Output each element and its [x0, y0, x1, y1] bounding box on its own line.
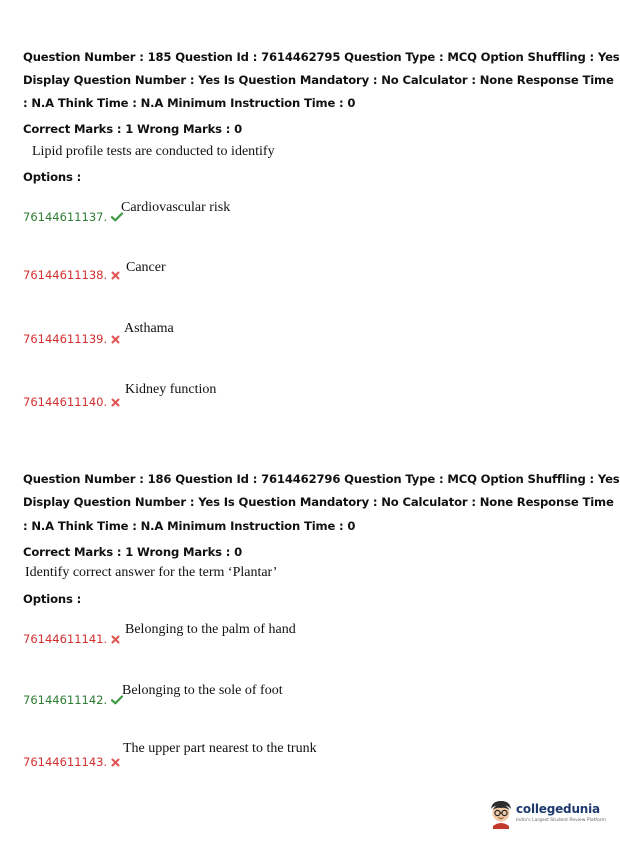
brand-tagline: India's Largest Student Review Platform — [516, 818, 606, 823]
option-row — [23, 206, 123, 226]
collegedunia-logo — [488, 799, 606, 831]
question-text: Identify correct answer for the term ‘Plantar’ — [25, 565, 278, 580]
cross-icon — [111, 629, 120, 648]
option-id: 76144611142. — [23, 693, 108, 707]
option-row — [23, 751, 120, 771]
cross-icon — [111, 752, 120, 771]
option-text: Belonging to the sole of foot — [122, 683, 283, 698]
option-text: The upper part nearest to the trunk — [123, 741, 317, 756]
option-id: 76144611140. — [23, 395, 108, 409]
marks-line: Correct Marks : 1 Wrong Marks : 0 — [23, 545, 243, 559]
brand-name: collegedunia — [516, 802, 600, 816]
option-id: 76144611137. — [23, 210, 108, 224]
option-row — [23, 628, 120, 648]
question-meta-line: Question Number : 186 Question Id : 7614462796 Question Type : MCQ Option Shuffling : Yes — [23, 472, 620, 486]
option-text: Belonging to the palm of hand — [125, 622, 296, 637]
options-label: Options : — [23, 592, 82, 606]
question-text: Lipid profile tests are conducted to identify — [32, 144, 275, 159]
option-text: Cancer — [126, 260, 166, 275]
question-meta-line: Display Question Number : Yes Is Question Mandatory : No Calculator : None Response Time — [23, 495, 614, 509]
question-meta-line: : N.A Think Time : N.A Minimum Instruction Time : 0 — [23, 519, 356, 533]
option-row — [23, 391, 120, 411]
marks-line: Correct Marks : 1 Wrong Marks : 0 — [23, 122, 243, 136]
option-id: 76144611143. — [23, 755, 108, 769]
cross-icon — [111, 329, 120, 348]
option-id: 76144611141. — [23, 632, 108, 646]
cross-icon — [111, 265, 120, 284]
option-row — [23, 328, 120, 348]
option-row — [23, 264, 120, 284]
option-text: Kidney function — [125, 382, 217, 397]
question-meta-line: Question Number : 185 Question Id : 7614462795 Question Type : MCQ Option Shuffling : Yes — [23, 50, 620, 64]
options-label: Options : — [23, 170, 82, 184]
option-id: 76144611139. — [23, 332, 108, 346]
option-text: Asthama — [124, 321, 174, 336]
option-id: 76144611138. — [23, 268, 108, 282]
question-meta-line: Display Question Number : Yes Is Question Mandatory : No Calculator : None Response Time — [23, 73, 614, 87]
option-text: Cardiovascular risk — [121, 200, 231, 215]
student-avatar-icon — [488, 799, 514, 833]
question-meta-line: : N.A Think Time : N.A Minimum Instruction Time : 0 — [23, 96, 356, 110]
option-row — [23, 689, 123, 709]
cross-icon — [111, 392, 120, 411]
